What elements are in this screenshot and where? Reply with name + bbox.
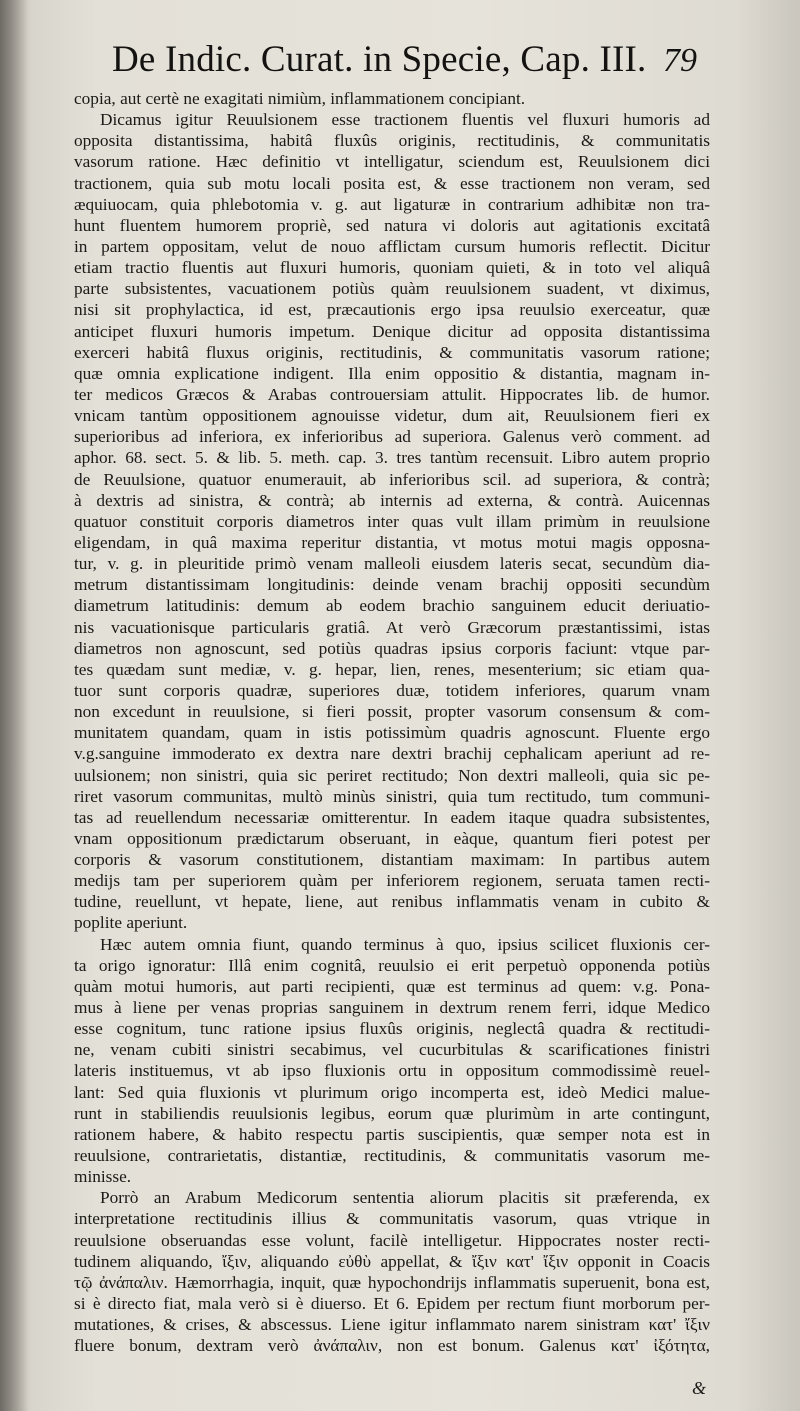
text-line: v.g.sanguine immoderato ex dextra nare dextri brachij cephalicam aperiunt ad re- bbox=[74, 744, 710, 764]
text-line: vasorum ratione. Hæc definitio vt intelligatur, sciendum est, Reuulsionem dici bbox=[74, 152, 710, 172]
text-line: metrum distantissimam longitudinis: deinde venam brachij oppositi secundùm bbox=[74, 575, 710, 595]
text-line: tur, v. g. in pleuritide primò venam malleoli eiusdem lateris secat, secundùm dia- bbox=[74, 554, 710, 574]
text-line: riret vasorum communitas, multò minùs sinistri, quia tum rectitudo, tum communi- bbox=[74, 786, 710, 806]
text-line: quatuor constituit corporis diametros inter quas vult illam primùm in reuulsione bbox=[74, 511, 710, 531]
text-line: non excedunt in reuulsione, si fieri possit, propter vasorum consensum & com- bbox=[74, 702, 710, 722]
text-line: tuor sunt corporis quadræ, superiores duæ, totidem inferiores, quarum vnam bbox=[74, 680, 710, 700]
catchword: & bbox=[691, 1378, 706, 1398]
text-line: ne, venam cubiti sinistri secabimus, vel cucurbitulas & scarificationes finistri bbox=[74, 1040, 710, 1060]
text-line: medijs tam per superiorem quàm per inferiorem regionem, seruata tamen recti- bbox=[74, 871, 710, 891]
text-line: reuulsione obseruandas esse volunt, facilè intelligetur. Hippocrates noster recti- bbox=[74, 1230, 710, 1250]
text-line: poplite aperiunt. bbox=[74, 913, 188, 933]
text-line: si è directo fiat, mala verò si è diuerso. Et 6. Epidem per rectum fiunt morborum per- bbox=[74, 1294, 710, 1314]
text-line: parte subsistentes, vacuationem potiùs quàm reuulsionem suadent, vt diximus, bbox=[74, 279, 710, 299]
text-line: ta origo ignoratur: Illâ enim cognitâ, reuulsio ei erit perpetuò opponenda potiùs bbox=[74, 955, 710, 975]
text-line: esse cognitum, tunc ratione ipsius fluxûs originis, neglectâ quadra & rectitudi- bbox=[74, 1019, 710, 1039]
text-line: rationem habere, & habito respectu partis suscipientis, quæ semper nota est in bbox=[74, 1124, 710, 1144]
text-line: nis vacuationisque particularis gratiâ. At verò Græcorum præstantissimi, istas bbox=[74, 617, 710, 637]
text-line: exerceri habitâ fluxus originis, rectitudinis, & communitatis vasorum ratione; bbox=[74, 342, 710, 362]
text-line: mutationes, & crises, & abscessus. Liene igitur inflammato narem sinistram κατ' ἴξιν bbox=[74, 1315, 710, 1335]
text-line: tudine, reuellunt, vt hepate, liene, aut renibus inflammatis venam in cubito & bbox=[74, 892, 710, 912]
text-line: quæ omnia explicatione indigent. Illa enim oppositio & distantia, magnam in- bbox=[74, 363, 710, 383]
text-line: corporis & vasorum constitutionem, distantiam maximam: In partibus autem bbox=[74, 850, 710, 870]
text-line: in partem oppositam, velut de nouo afflictam cursum humoris reflectit. Dicitur bbox=[74, 236, 710, 256]
text-line: tas ad reuellendum necessariæ omitterentur. In eadem itaque quadra subsistentes, bbox=[74, 807, 710, 827]
text-line: de Reuulsione, quatuor enumerauit, ab inferioribus scil. ad superiora, & contrà; bbox=[74, 469, 710, 489]
text-line: uulsionem; non sinistri, quia sic periret rectitudo; Non dextri malleoli, quia sic pe- bbox=[74, 765, 710, 785]
text-line: diametrum latitudinis: demum ab eodem brachio sanguinem educit deriuatio- bbox=[74, 596, 710, 616]
text-line: Porrò an Arabum Medicorum sententia aliorum placitis sit præferenda, ex bbox=[100, 1188, 710, 1208]
text-line: munitatem quandam, quam in istis potissimùm quadris agnoscunt. Fluente ergo bbox=[74, 723, 710, 743]
page-number: 79 bbox=[663, 42, 697, 79]
text-line: lant: Sed quia fluxionis vt plurimum origo incomperta est, ideò Medici malue- bbox=[74, 1082, 710, 1102]
running-head: De Indic. Curat. in Specie, Cap. III. bbox=[112, 39, 647, 80]
text-line: Hæc autem omnia fiunt, quando terminus à quo, ipsius scilicet fluxionis cer- bbox=[100, 934, 710, 954]
text-line: fluere bonum, dextram verò ἀνάπαλιν, non est bonum. Galenus κατ' ἰξότητα, bbox=[74, 1336, 710, 1356]
text-line: quàm motui humoris, aut parti recipienti, quæ est terminus ad quem: v.g. Pona- bbox=[74, 976, 710, 996]
page-header bbox=[112, 38, 697, 88]
text-line: mus à liene per venas proprias sanguinem in dextrum renem ferri, idque Medico bbox=[74, 998, 710, 1018]
text-line: anticipet fluxuri humoris impetum. Denique dicitur ad opposita distantissima bbox=[74, 321, 710, 341]
text-line: nisi sit prophylactica, id est, præcautionis ergo ipsa reuulsio exerceatur, quæ bbox=[74, 300, 710, 320]
text-line: etiam tractio fluentis aut fluxuri humoris, quoniam quieti, & in toto vel aliquâ bbox=[74, 258, 710, 278]
text-line: τῷ ἀνάπαλιν. Hæmorrhagia, inquit, quæ hypochondrijs inflammatis superuenit, bona est, bbox=[74, 1272, 710, 1292]
text-line: lateris instituemus, vt ab ipso fluxionis ortu in oppositum commodissimè reuel- bbox=[74, 1061, 710, 1081]
text-line: eligendam, in quâ maxima reperitur distantia, vt motus motui magis opposna- bbox=[74, 532, 710, 552]
text-line: vnicam tantùm oppositionem agnouisse videtur, dum ait, Reuulsionem fieri ex bbox=[74, 406, 710, 426]
text-line: æquiuocam, quia phlebotomia v. g. aut ligaturæ in contrarium adhibitæ non tra- bbox=[74, 194, 710, 214]
text-line: vnam oppositionum prædictarum obseruant, in eàque, quantum fieri potest per bbox=[74, 828, 710, 848]
text-line: diametros non agnoscunt, sed potiùs quadras ipsius corporis faciunt: vtque par- bbox=[74, 638, 710, 658]
text-line: tes quædam sunt mediæ, v. g. hepar, lien, renes, mesenterium; sic etiam qua- bbox=[74, 659, 710, 679]
text-line: aphor. 68. sect. 5. & lib. 5. meth. cap. 3. tres tantùm recensuit. Libro autem proprio bbox=[74, 448, 710, 468]
text-line: interpretatione rectitudinis illius & communitatis vasorum, quas vtrique in bbox=[74, 1209, 710, 1229]
text-line: hunt fluentem humorem propriè, sed natura vi doloris aut agitationis excitatâ bbox=[74, 215, 710, 235]
text-line: opposita distantissima, habitâ fluxûs originis, rectitudinis, & communitatis bbox=[74, 131, 710, 151]
text-line: ter medicos Græcos & Arabas controuersiam attulit. Hippocrates lib. de humor. bbox=[74, 384, 710, 404]
text-line: à dextris ad sinistra, & contrà; ab internis ad externa, & contrà. Auicennas bbox=[74, 490, 710, 510]
text-line: runt in stabiliendis reuulsionis legibus, eorum quæ plurimùm in arte contingunt, bbox=[74, 1103, 710, 1123]
text-line: minisse. bbox=[74, 1167, 132, 1187]
text-line: reuulsione, contrarietatis, distantiæ, rectitudinis, & communitatis vasorum me- bbox=[74, 1146, 710, 1166]
body-text bbox=[74, 88, 710, 1356]
text-line: Dicamus igitur Reuulsionem esse tractionem fluentis vel fluxuri humoris ad bbox=[100, 110, 710, 130]
text-line: tudinem aliquando, ἴξιν, aliquando εὐθὺ appellat, & ἴξιν κατ' ἴξιν opponit in Coacis bbox=[74, 1251, 710, 1271]
text-line: tractionem, quia sub motu locali posita est, & esse tractionem non veram, sed bbox=[74, 173, 710, 193]
text-line: superioribus ad inferiora, ex inferioribus ad superiora. Galenus verò comment. ad bbox=[74, 427, 710, 447]
text-line: copia, aut certè ne exagitati nimiùm, inflammationem concipiant. bbox=[74, 89, 526, 108]
